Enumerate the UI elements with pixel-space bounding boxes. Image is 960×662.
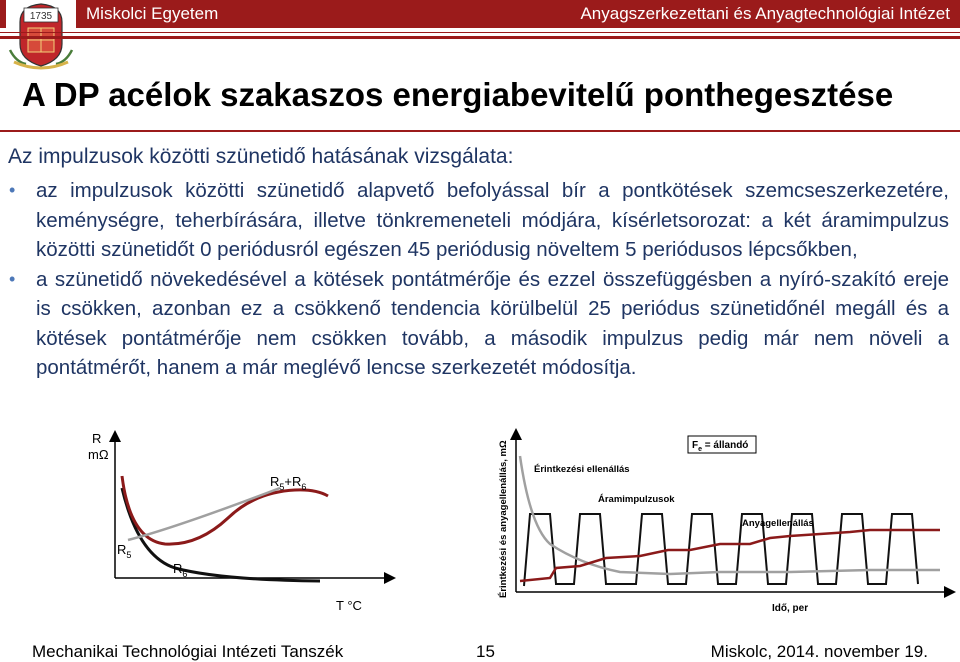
y-axis-label: Érintkezési és anyagellenállás, mΩ: [498, 440, 509, 598]
slide-title: A DP acélok szakaszos energiabevitelű ponthegesztése: [22, 76, 894, 113]
header-divider-thick: [0, 36, 960, 39]
fe-constant-label: $F_e$ = állandó: [692, 440, 749, 453]
page-number: 15: [476, 642, 495, 661]
material-resistance-curve: [520, 530, 940, 581]
bullet-item: • az impulzusok közötti szünetidő alapvető befolyással bír a pontkötések szemcseszerkezetére, keménységre, teherbírására, illetve tönkremeneteli módjára, kísérletsorozat: a két áramimpulzus közötti szünetidőt 0 periódusról egészen 45 periódusig növeltem 5 periódusos lépcsőkben,: [36, 176, 949, 265]
r6-label: $R_6$: [173, 561, 188, 579]
gray-curve: [128, 488, 280, 540]
institute-name: Anyagszerkezettani és Anyagtechnológiai Intézet: [580, 4, 950, 23]
y-axis-label-unit: mΩ: [88, 447, 109, 462]
pulses-label: Áramimpulzusok: [598, 494, 675, 505]
r5-label: $R_5$: [117, 542, 132, 560]
sum-label: $R_5+R_6$: [270, 474, 307, 492]
slide-subtitle: Az impulzusok közötti szünetidő hatásának vizsgálata:: [8, 145, 514, 168]
x-axis-label: Idő, per: [772, 603, 809, 614]
crest-year: 1735: [29, 11, 53, 22]
material-resistance-label: Anyagellenállás: [742, 518, 814, 529]
university-name: Miskolci Egyetem: [86, 4, 219, 23]
bullet-list: [36, 176, 949, 383]
title-divider: [0, 130, 960, 132]
footer-department: Mechanikai Technológiai Intézeti Tanszék: [32, 642, 344, 661]
contact-resistance-label: Érintkezési ellenállás: [534, 464, 630, 475]
footer-date: Miskolc, 2014. november 19.: [710, 642, 928, 661]
y-axis-label-r: R: [92, 431, 102, 446]
header-divider-thin: [0, 32, 960, 33]
resistance-temperature-diagram: [80, 428, 400, 618]
resistance-time-pulse-diagram: [490, 426, 960, 626]
x-axis-label: T °C: [336, 598, 362, 613]
current-pulses-trace: [524, 514, 918, 586]
bullet-item: • a szünetidő növekedésével a kötések pontátmérője és ezzel összefüggésben a nyíró-szakító ereje is csökken, azonban ez a csökkenő tendencia körülbelül 25 periódus szünetidőnél megáll és a kötések pontátmérője nem csökken tovább, a második impulzus pedig már nem növeli a pontátmérőt, hanem a már meglévő lencse szerkezetét módosítja.: [36, 265, 949, 383]
